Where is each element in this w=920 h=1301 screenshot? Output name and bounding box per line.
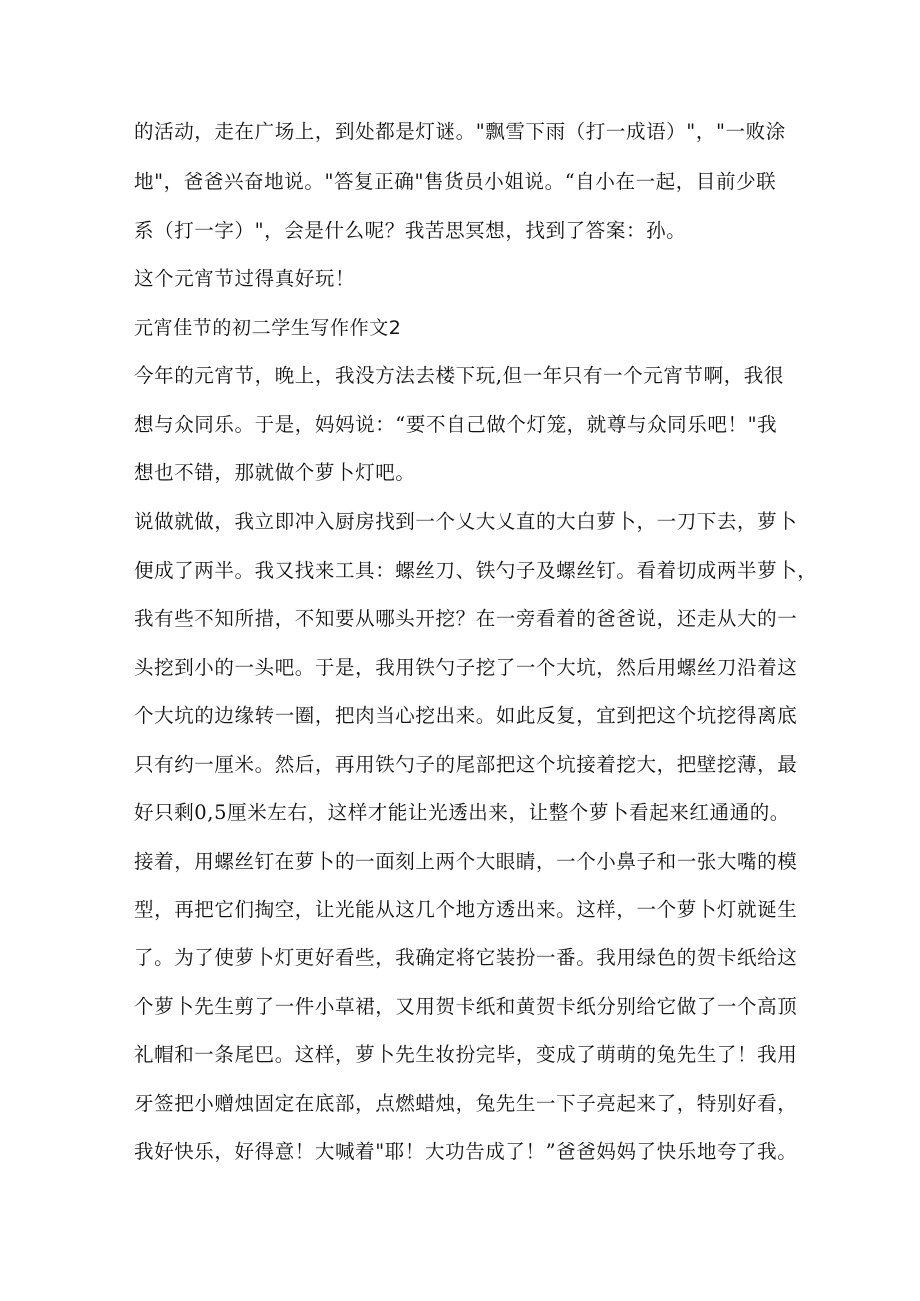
section-heading: 元宵佳节的初二学生写作作文2 bbox=[134, 317, 402, 339]
text-line: 好只剩0,5厘米左右，这样才能让光透出来，让整个萝卜看起来红通通的。 bbox=[134, 801, 790, 824]
text-line: 想也不错，那就做个萝卜灯吧。 bbox=[134, 461, 416, 484]
text-line: 接着，用螺丝钉在萝卜的一面刻上两个大眼睛，一个小鼻子和一张大嘴的模 bbox=[134, 850, 798, 873]
text-line: 我有些不知所措，不知要从哪头开挖？在一旁看着的爸爸说，还走从大的一 bbox=[134, 607, 798, 630]
text-line: 便成了两半。我又找来工具：螺丝刀、铁勺子及螺丝钉。看着切成两半萝卜， bbox=[134, 559, 818, 582]
text-line: 牙签把小赠烛固定在底部，点燃蜡烛，兔先生一下子亮起来了，特别好看， bbox=[134, 1092, 798, 1115]
text-line: 的活动，走在广场上，到处都是灯谜。"飘雪下雨（打一成语）"，"一败涂 bbox=[134, 120, 786, 143]
text-line: 系（打一字）"，会是什么呢？我苦思冥想，找到了答案：孙。 bbox=[134, 219, 687, 242]
text-line: 型，再把它们掏空，让光能从这几个地方透出来。这样，一个萝卜灯就诞生 bbox=[134, 898, 798, 921]
text-line: 头挖到小的一头吧。于是，我用铁勺子挖了一个大坑，然后用螺丝刀沿着这 bbox=[134, 656, 798, 679]
text-line: 说做就做，我立即冲入厨房找到一个乂大乂直的大白萝卜，一刀下去，萝卜 bbox=[134, 510, 798, 533]
text-line: 只有约一厘米。然后，再用铁勺子的尾部把这个坑接着挖大，把壁挖薄，最 bbox=[134, 753, 798, 776]
text-line: 今年的元宵节，晚上，我没方法去楼下玩,但一年只有一个元宵节啊，我很 bbox=[134, 364, 784, 387]
text-line: 想与众同乐。于是，妈妈说：“要不自己做个灯笼，就尊与众同乐吧！"我 bbox=[134, 413, 778, 436]
text-line: 我好快乐，好得意！大喊着"耶！大功告成了！”爸爸妈妈了快乐地夸了我。 bbox=[134, 1140, 798, 1163]
text-line: 礼帽和一条尾巴。这样，萝卜先生妆扮完毕，变成了萌萌的兔先生了！我用 bbox=[134, 1043, 798, 1066]
text-line: 这个元宵节过得真好玩！ bbox=[134, 267, 356, 290]
text-line: 个萝卜先生剪了一件小草裙，又用贺卡纸和黄贺卡纸分别给它做了一个高顶 bbox=[134, 995, 798, 1018]
text-line: 地"，爸爸兴奋地说。"答复正确"售货员小姐说。“自小在一起，目前少联 bbox=[134, 170, 777, 193]
text-line: 了。为了使萝卜灯更好看些，我确定将它装扮一番。我用绿色的贺卡纸给这 bbox=[134, 946, 798, 969]
text-line: 个大坑的边缘转一圈，把肉当心挖出来。如此反复，宜到把这个坑挖得离底 bbox=[134, 704, 798, 727]
